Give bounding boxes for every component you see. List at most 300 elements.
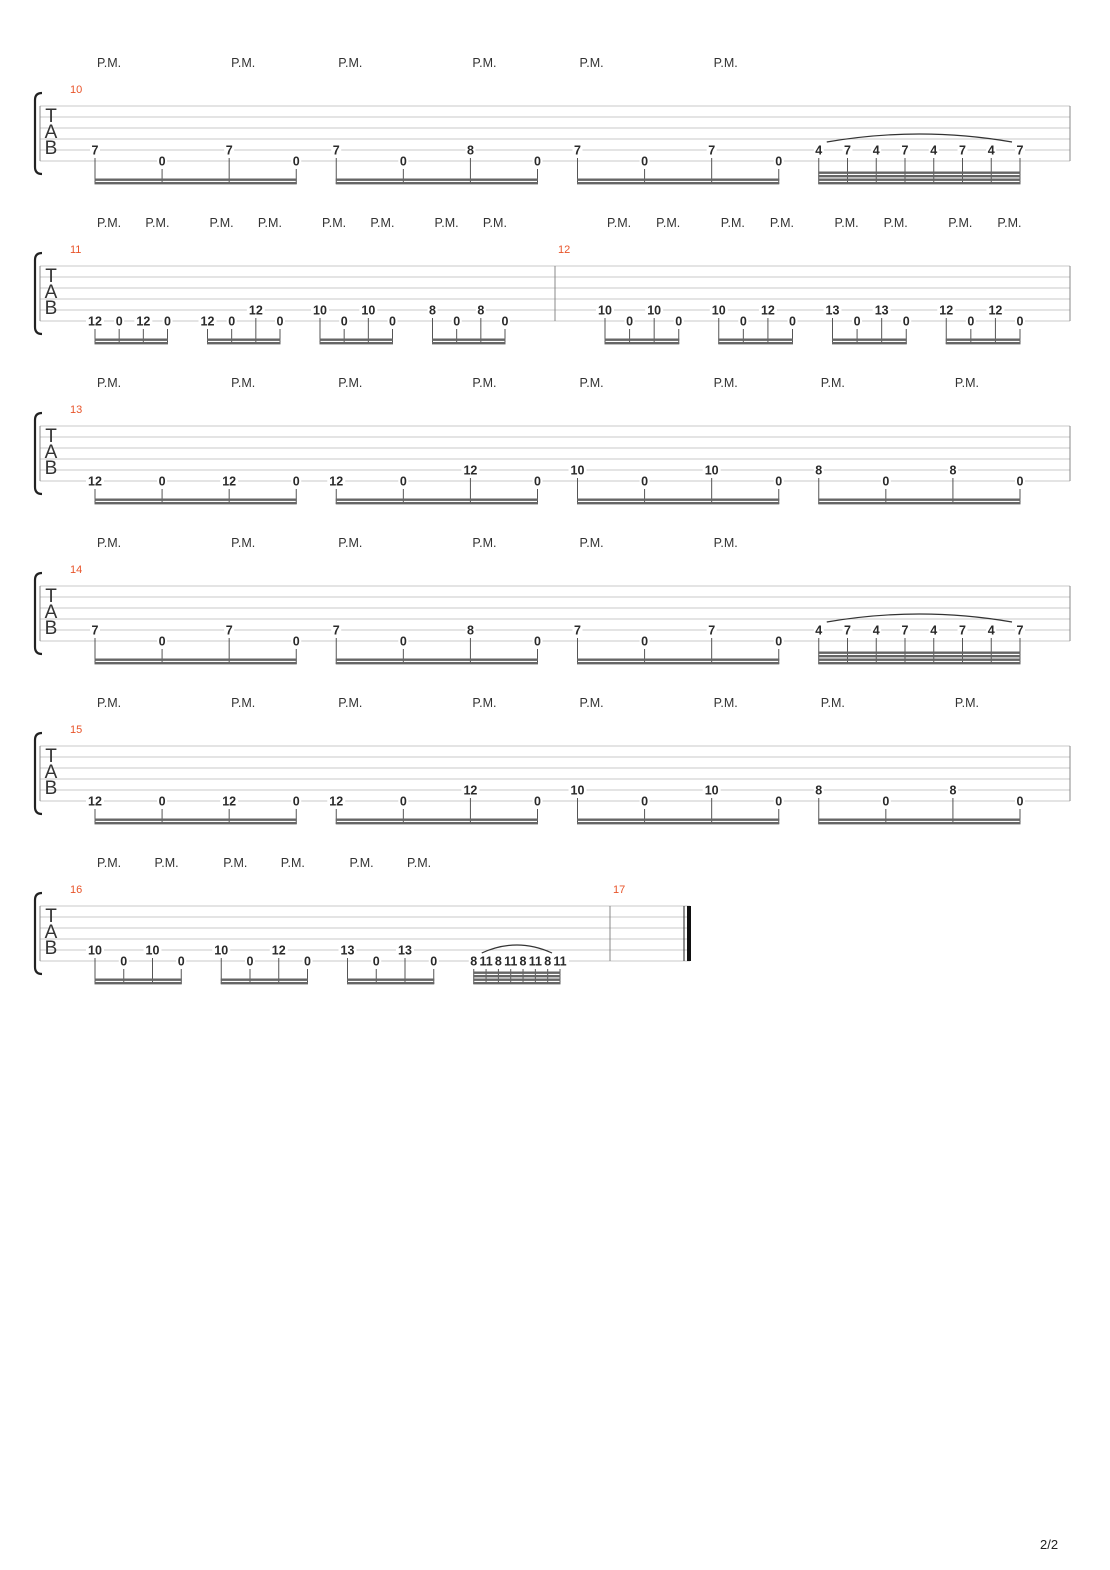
fret-number: 4 [815,143,823,158]
fret-number: 0 [372,954,380,969]
beam-group [311,216,398,344]
palm-mute-mark: P.M. [482,216,507,230]
measure-11 [70,216,555,344]
fret-number: 4 [930,623,938,638]
beam [818,655,1020,657]
palm-mute-mark: P.M. [769,216,795,230]
palm-mute-mark: P.M. [145,216,170,230]
beam-group [339,856,439,984]
palm-mute-mark: P.M. [97,56,122,70]
beam-group [814,376,1025,504]
beam [473,982,560,984]
fret-number: 12 [329,474,344,489]
fret-number: 0 [775,634,783,649]
beam [473,975,560,977]
fret-number: 12 [222,794,237,809]
beam [946,342,1021,344]
fret-number: 0 [534,794,541,809]
palm-mute-mark: P.M. [370,216,395,230]
slur [827,134,1012,142]
beam [818,502,1020,504]
fret-number: 13 [398,943,412,958]
fret-number: 7 [1016,143,1024,158]
fret-number: 7 [91,623,99,638]
fret-number: 8 [815,783,823,798]
beam [818,182,1020,184]
fret-number: 10 [570,463,585,478]
beam [347,982,434,984]
beam [818,179,1020,181]
tab-clef-letter: B [44,138,58,159]
beam [473,972,560,974]
palm-mute-mark: P.M. [607,216,632,230]
fret-number: 8 [429,303,436,318]
bar-number: 12 [558,244,571,256]
beam [818,662,1020,664]
palm-mute-mark: P.M. [154,856,179,870]
fret-number: 0 [164,314,171,329]
palm-mute-mark: P.M. [834,216,859,230]
tab-system [35,56,1070,184]
palm-mute-mark: P.M. [713,696,738,710]
tab-clef-letter: T [45,586,57,607]
fret-number: 0 [292,634,300,649]
fret-number: 8 [470,954,478,969]
palm-mute-mark: P.M. [579,536,604,550]
beam [577,182,779,184]
fret-number: 13 [825,303,840,318]
beam [832,342,907,344]
fret-number: 0 [501,314,509,329]
fret-number: 10 [145,943,160,958]
tab-clef-letter: T [45,426,57,447]
tab-clef-letter: B [44,458,58,479]
fret-number: 0 [115,314,123,329]
beam-group [814,134,1025,184]
fret-number: 7 [901,623,909,638]
fret-number: 7 [708,143,716,158]
measure-15 [70,696,1070,824]
fret-number: 0 [641,634,649,649]
beam [818,172,1020,174]
fret-number: 12 [88,474,102,489]
fret-number: 8 [949,463,957,478]
fret-number: 0 [276,314,284,329]
fret-number: 4 [930,143,938,158]
palm-mute-mark: P.M. [322,216,347,230]
fret-number: 12 [88,314,102,329]
fret-number: 0 [641,474,649,489]
palm-mute-mark: P.M. [713,536,738,550]
tab-clef-letter: B [44,298,58,319]
bar-number: 13 [70,404,83,416]
bar-number: 14 [70,564,83,576]
tab-clef-letter: B [44,618,58,639]
palm-mute-mark: P.M. [97,216,122,230]
palm-mute-mark: P.M. [948,216,973,230]
fret-number: 12 [463,783,478,798]
fret-number: 7 [901,143,909,158]
beam-group [937,216,1025,344]
fret-number: 10 [647,303,662,318]
slur [482,945,552,953]
fret-number: 0 [292,794,300,809]
palm-mute-mark: P.M. [280,856,305,870]
fret-number: 10 [214,943,229,958]
bar-number: 16 [70,884,83,896]
system-bracket [35,253,42,334]
fret-number: 7 [959,143,966,158]
beam [95,822,297,824]
palm-mute-mark: P.M. [883,216,908,230]
fret-number: 12 [222,474,237,489]
fret-number: 8 [466,143,474,158]
fret-number: 0 [228,314,236,329]
fret-number: 7 [574,143,581,158]
palm-mute-mark: P.M. [579,696,604,710]
palm-mute-mark: P.M. [820,696,845,710]
fret-number: 12 [200,314,215,329]
palm-mute-mark: P.M. [472,536,497,550]
beam [818,659,1020,661]
beam-group [814,614,1025,664]
beam [605,342,680,344]
fret-number: 0 [739,314,747,329]
system-bracket [35,573,42,654]
beam [336,182,538,184]
beam [95,499,297,501]
fret-number: 7 [332,623,340,638]
fret-number: 0 [399,634,407,649]
tab-system [35,216,1070,344]
fret-number: 4 [872,623,880,638]
tab-system [35,376,1070,504]
tab-clef-letter: T [45,746,57,767]
fret-number: 0 [882,794,890,809]
beam-group [573,536,784,664]
palm-mute-mark: P.M. [954,376,980,390]
palm-mute-mark: P.M. [97,376,122,390]
fret-number: 0 [641,794,649,809]
fret-number: 7 [708,623,716,638]
beam-group [569,376,784,504]
measure-17 [613,884,689,961]
fret-number: 0 [399,474,407,489]
palm-mute-mark: P.M. [954,696,980,710]
palm-mute-mark: P.M. [407,856,432,870]
tab-system [35,696,1070,824]
fret-number: 12 [136,314,151,329]
beam-group [824,216,912,344]
beam [95,339,169,341]
fret-number: 0 [882,474,890,489]
palm-mute-mark: P.M. [97,856,122,870]
fret-number: 10 [711,303,726,318]
fret-number: 12 [88,794,102,809]
beam [577,659,779,661]
measure-13 [70,376,1070,504]
fret-number: 13 [340,943,355,958]
fret-number: 0 [534,154,541,169]
beam [336,819,538,821]
fret-number: 11 [553,954,567,969]
beam [95,179,297,181]
fret-number: 12 [248,303,263,318]
beam [718,339,793,341]
fret-number: 7 [91,143,99,158]
tab-clef-letter: A [44,602,58,623]
palm-mute-mark: P.M. [656,216,681,230]
fret-number: 0 [534,474,541,489]
beam [818,499,1020,501]
tab-system [35,856,690,984]
fret-number: 10 [313,303,327,318]
tab-clef-letter: A [44,762,58,783]
palm-mute-mark: P.M. [349,856,374,870]
fret-number: 13 [874,303,889,318]
measure-14 [70,536,1070,664]
fret-number: 8 [477,303,485,318]
beam [336,662,538,664]
palm-mute-mark: P.M. [713,56,738,70]
beam [207,342,281,344]
system-bracket [35,893,42,974]
palm-mute-mark: P.M. [472,696,497,710]
beam-group [90,56,301,184]
beam [336,659,538,661]
fret-number: 10 [361,303,376,318]
fret-number: 11 [528,954,542,969]
beam [336,502,538,504]
fret-number: 7 [1016,623,1024,638]
fret-number: 10 [570,783,585,798]
fret-number: 0 [534,634,541,649]
fret-number: 0 [177,954,185,969]
fret-number: 0 [626,314,634,329]
beam [347,979,434,981]
beam [336,822,538,824]
fret-number: 4 [987,623,995,638]
palm-mute-mark: P.M. [338,536,363,550]
system-bracket [35,413,42,494]
bar-number: 17 [613,884,626,896]
tab-clef-letter: A [44,922,58,943]
beam [818,175,1020,177]
palm-mute-mark: P.M. [97,536,122,550]
beam [818,819,1020,821]
beam [832,339,907,341]
beam [946,339,1021,341]
palm-mute-mark: P.M. [223,856,248,870]
beam [320,342,394,344]
beam [95,342,169,344]
beam [95,502,297,504]
palm-mute-mark: P.M. [472,56,497,70]
beam [95,982,182,984]
bar-number: 11 [70,244,82,256]
palm-mute-mark: P.M. [209,216,234,230]
fret-number: 8 [949,783,957,798]
fret-number: 12 [760,303,775,318]
tab-clef-letter: A [44,442,58,463]
beam [432,342,506,344]
fret-number: 12 [463,463,478,478]
palm-mute-mark: P.M. [97,696,122,710]
tab-clef-letter: T [45,266,57,287]
fret-number: 10 [704,463,719,478]
palm-mute-mark: P.M. [338,56,363,70]
beam-group [86,376,301,504]
beam [577,662,779,664]
tab-clef-letter: B [44,938,58,959]
fret-number: 11 [479,954,493,969]
beam-group [331,536,542,664]
beam [577,822,779,824]
fret-number: 0 [1016,474,1024,489]
tab-clef-letter: A [44,122,58,143]
fret-number: 0 [158,794,166,809]
beam [577,502,779,504]
beam [95,659,297,661]
system-bracket [35,93,42,174]
beam [605,339,680,341]
palm-mute-mark: P.M. [997,216,1022,230]
fret-number: 7 [332,143,340,158]
beam [95,979,182,981]
beam-group [569,696,784,824]
fret-number: 0 [389,314,396,329]
beam-group [469,945,569,984]
fret-number: 8 [544,954,552,969]
beam [95,819,297,821]
fret-number: 4 [815,623,823,638]
beam [336,179,538,181]
measure-12 [558,216,1070,344]
fret-number: 7 [225,143,233,158]
tab-clef-letter: T [45,906,57,927]
palm-mute-mark: P.M. [257,216,282,230]
fret-number: 0 [304,954,311,969]
fret-number: 0 [775,154,783,169]
beam [818,822,1020,824]
fret-number: 12 [988,303,1003,318]
beam [718,342,793,344]
beam-group [199,216,286,344]
beam-group [710,216,798,344]
beam [577,179,779,181]
fret-number: 0 [158,154,166,169]
fret-number: 0 [120,954,128,969]
fret-number: 4 [872,143,880,158]
beam-group [573,56,784,184]
beam-group [90,536,301,664]
fret-number: 8 [519,954,527,969]
fret-number: 12 [271,943,286,958]
beam-group [86,696,301,824]
fret-number: 7 [959,623,966,638]
fret-number: 0 [158,474,166,489]
palm-mute-mark: P.M. [434,216,459,230]
fret-number: 7 [844,143,851,158]
palm-mute-mark: P.M. [231,536,256,550]
fret-number: 0 [775,794,783,809]
measure-16 [70,856,610,984]
beam-group [212,856,312,984]
fret-number: 4 [987,143,995,158]
beam-group [428,216,511,344]
palm-mute-mark: P.M. [338,376,363,390]
palm-mute-mark: P.M. [820,376,845,390]
fret-number: 0 [246,954,254,969]
beam-group [327,376,542,504]
fret-number: 0 [453,314,461,329]
fret-number: 0 [789,314,796,329]
fret-number: 12 [939,303,954,318]
palm-mute-mark: P.M. [231,376,256,390]
fret-number: 0 [158,634,166,649]
fret-number: 0 [1016,314,1024,329]
beam [473,979,560,981]
palm-mute-mark: P.M. [713,376,738,390]
page-number: 2/2 [1040,1537,1059,1552]
fret-number: 0 [902,314,910,329]
fret-number: 0 [967,314,975,329]
beam [818,652,1020,654]
measure-10 [70,56,1070,184]
beam [577,819,779,821]
fret-number: 0 [399,154,407,169]
fret-number: 8 [494,954,502,969]
beam [95,182,297,184]
tab-system [35,536,1070,664]
fret-number: 7 [225,623,233,638]
tab-clef-letter: A [44,282,58,303]
fret-number: 12 [329,794,344,809]
beam-group [327,696,542,824]
fret-number: 0 [430,954,438,969]
fret-number: 0 [292,154,300,169]
fret-number: 0 [675,314,683,329]
beam-group [331,56,542,184]
slur [827,614,1012,622]
fret-number: 0 [853,314,861,329]
beam-group [86,216,173,344]
fret-number: 10 [704,783,719,798]
palm-mute-mark: P.M. [579,56,604,70]
bar-number: 15 [70,724,83,736]
beam [336,499,538,501]
fret-number: 8 [466,623,474,638]
palm-mute-mark: P.M. [720,216,745,230]
fret-number: 7 [844,623,851,638]
beam-group [596,216,684,344]
system-bracket [35,733,42,814]
tab-clef-letter: B [44,778,58,799]
beam [320,339,394,341]
palm-mute-mark: P.M. [231,56,256,70]
beam [432,339,506,341]
fret-number: 7 [574,623,581,638]
tab-clef-letter: T [45,106,57,127]
fret-number: 0 [340,314,348,329]
fret-number: 11 [504,954,518,969]
beam [221,979,308,981]
fret-number: 10 [598,303,612,318]
beam [207,339,281,341]
beam [577,499,779,501]
beam-group [86,856,186,984]
bar-number: 10 [70,84,83,96]
